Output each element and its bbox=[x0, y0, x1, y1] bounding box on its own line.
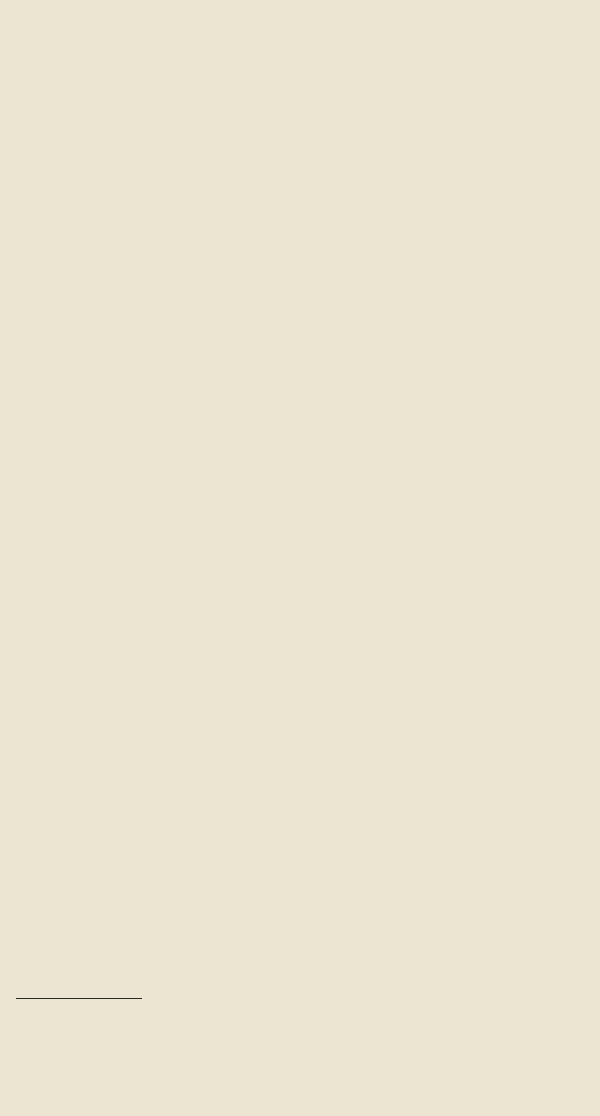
footnote-rule bbox=[16, 998, 142, 999]
